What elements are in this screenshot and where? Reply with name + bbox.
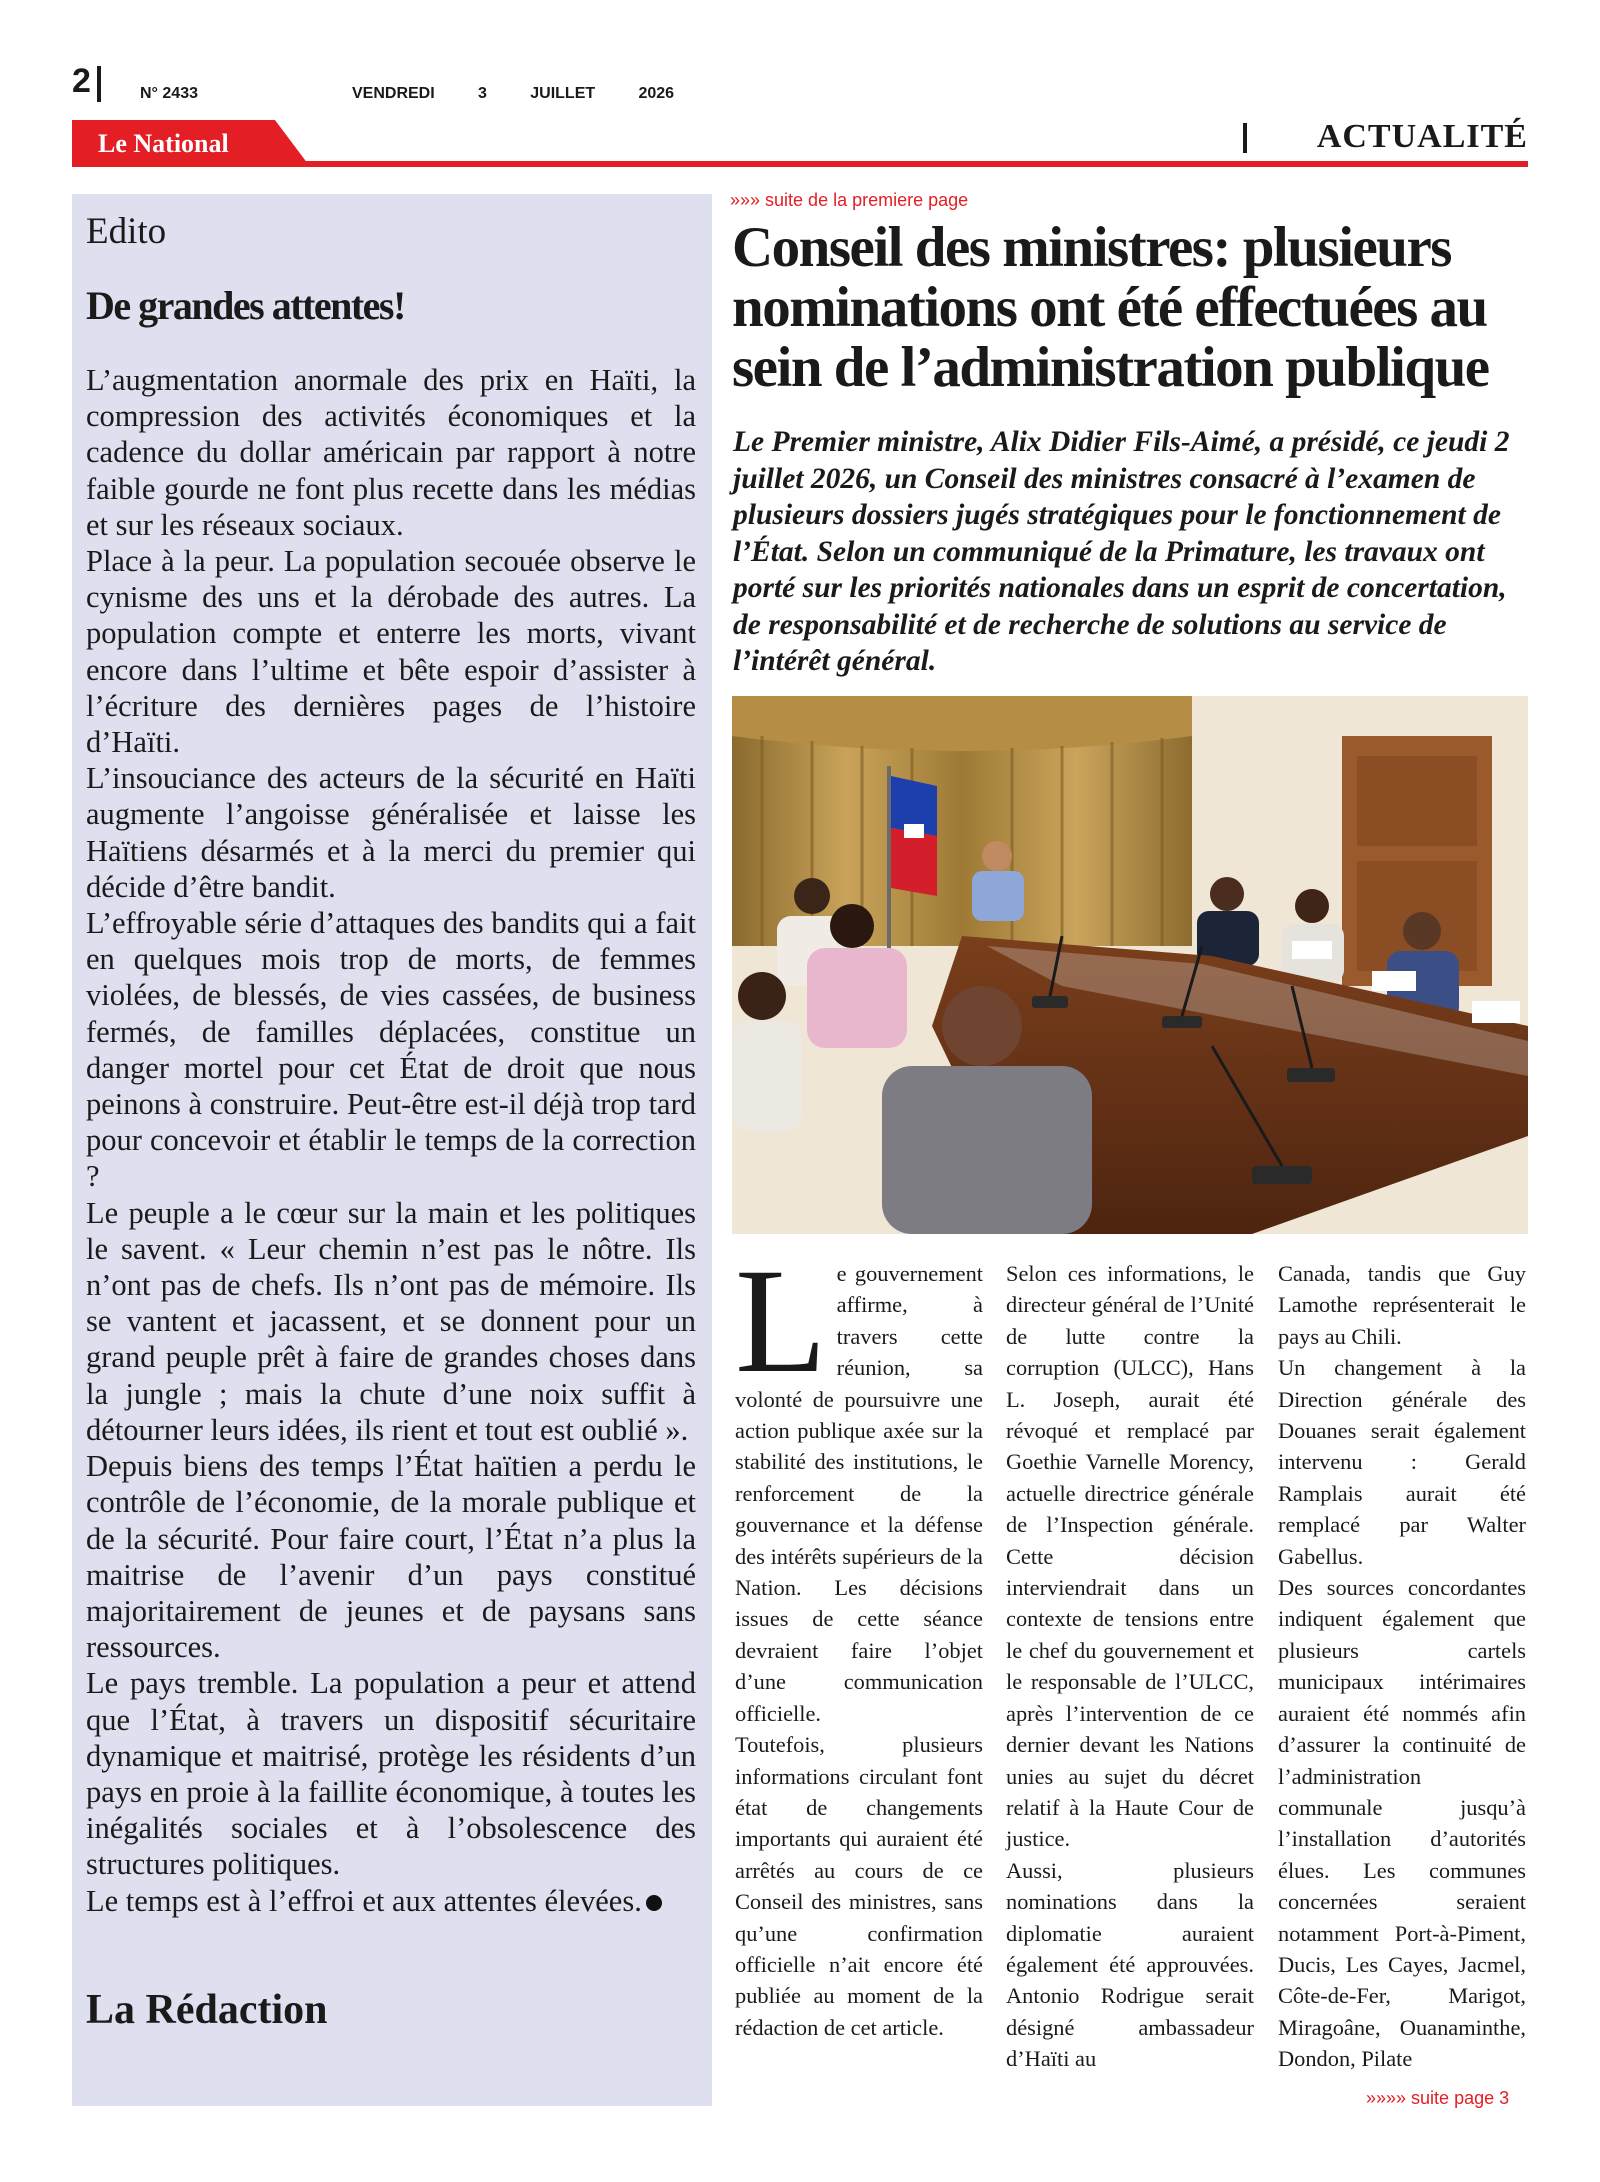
editorial-paragraph: Place à la peur. La population secouée observe le cynisme des uns et la dérobade des autres. La population compte et enterre les morts, vivant encore dans l’ultime et bête espoir d’assister à l’écriture des dernières pages de l’histoire d’Haïti. bbox=[86, 544, 696, 760]
page-number: 2 bbox=[72, 62, 91, 100]
article-paragraph: e gouvernement affirme, à travers cette réunion, sa volonté de poursuivre une action publique axée sur la stabilité des institutions, le renforcement de la gouvernance et la défense des intérêts supérieurs de la Nation. Les décisions issues de cette séance devraient faire l’objet d’une communication officielle. bbox=[735, 1261, 983, 1726]
editorial-paragraph: Le pays tremble. La population a peur et attend que l’État, à travers un dispositif sécuritaire dynamique et maitrisé, protège les résidents d’un pays en proie à la faillite économique, à toutes les inégalités sociales et à l’obsolescence des structures politiques. bbox=[86, 1666, 696, 1882]
end-mark-icon bbox=[646, 1895, 662, 1911]
continued-to-link[interactable]: »»»» suite page 3 bbox=[1366, 2088, 1510, 2108]
issue-date: VENDREDI 3 JUILLET 2026 bbox=[352, 85, 675, 102]
article-paragraph: Selon ces informations, le directeur général de l’Unité de lutte contre la corruption (ULCC), Hans L. Joseph, aurait été révoqué et remplacé par Goethie Varnelle Morency, actuelle directrice générale de l’Inspection générale. Cette décision interviendrait dans un contexte de tensions entre le chef du gouvernement et le responsable de l’ULCC, après l’intervention de ce dernier devant les Nations unies au sujet du décret relatif à la Haute Cour de justice. bbox=[1006, 1261, 1254, 1852]
article-lede: Le Premier ministre, Alix Didier Fils-Aimé, a présidé, ce jeudi 2 juillet 2026, un Conseil des ministres consacré à l’examen de plusieurs dossiers jugés stratégiques pour le fonctionnement de l’État. Selon un communiqué de la Primature, les travaux ont porté sur les priorités nationales dans un esprit de concertation, de responsabilité et de recherche de solutions au service de l’intérêt général. bbox=[733, 426, 1510, 677]
article-column-3 bbox=[1278, 1258, 1526, 2075]
editorial-closing bbox=[86, 1883, 696, 1919]
editorial-title: De grandes attentes! bbox=[86, 283, 405, 328]
article-headline: Conseil des ministres: plusieurs nominations ont été effectuées au sein de l’administration publique bbox=[732, 216, 1489, 399]
article-column-1 bbox=[735, 1238, 983, 2043]
brand-name: Le National bbox=[98, 129, 229, 158]
editorial-paragraph: L’insouciance des acteurs de la sécurité en Haïti augmente l’angoisse généralisée et laisse les Haïtiens désarmés et à la merci du premier qui décide d’être bandit. bbox=[86, 761, 696, 904]
article-column-2 bbox=[1006, 1258, 1254, 2075]
article-photo bbox=[732, 696, 1528, 1234]
editorial-paragraph: L’effroyable série d’attaques des bandits qui a fait en quelques mois trop de morts, de femmes violées, de blessés, de vies cassées, de business fermés, de familles déplacées, constitue un danger mortel pour cet État de droit que nous peinons à construire. Peut-être est-il déjà trop tard pour concevoir et établir le temps de la correction ? bbox=[86, 906, 696, 1194]
page-number-divider bbox=[97, 66, 101, 102]
drop-cap: L bbox=[735, 1238, 827, 1404]
editorial-paragraph: Le peuple a le cœur sur la main et les politiques le savent. « Leur chemin n’est pas le nôtre. Ils n’ont pas de chefs. Ils n’ont pas de mémoire. Ils se vantent et jacassent, et se donnent pour un grand peuple prêt à faire de grandes choses dans la jungle ; mais la chute d’une noix suffit à détourner leurs idées, ils rient et tout est oublié ». bbox=[86, 1195, 696, 1447]
section-title: ACTUALITÉ bbox=[1316, 118, 1528, 155]
issue-number: N° 2433 bbox=[140, 85, 198, 102]
editorial-paragraph: Depuis biens des temps l’État haïtien a perdu le contrôle de l’économie, de la morale publique et de la sécurité. Pour faire court, l’État n’a plus la maitrise de l’avenir d’un pays constitué majoritairement de jeunes et de paysans sans ressources. bbox=[86, 1449, 696, 1665]
article-paragraph: Toutefois, plusieurs informations circulant font état de changements importants qui auraient été arrêtés au cours de ce Conseil des ministres, sans qu’une confirmation officielle n’ait encore été publiée au moment de la rédaction de cet article. bbox=[735, 1732, 983, 2040]
editorial-label: Edito bbox=[86, 211, 167, 252]
article-paragraph: Aussi, plusieurs nominations dans la diplomatie auraient également été approuvées. Antonio Rodrigue serait désigné ambassadeur d’Haïti au bbox=[1006, 1857, 1254, 2072]
editorial-signature: La Rédaction bbox=[86, 1987, 328, 2033]
section-divider bbox=[1243, 123, 1247, 153]
article-paragraph: Canada, tandis que Guy Lamothe représenterait le pays au Chili. bbox=[1278, 1261, 1526, 1349]
article-paragraph: Un changement à la Direction générale des Douanes serait également intervenu : Gerald Ramplais aurait été remplacé par Walter Gabellus. bbox=[1278, 1355, 1526, 1569]
editorial-body bbox=[86, 362, 696, 1919]
article-paragraph: Des sources concordantes indiquent également que plusieurs cartels municipaux intérimaires auraient été nommés afin d’assurer la continuité de l’administration communale jusqu’à l’installation d’autorités élues. Les communes concernées seraient notamment Port-à-Piment, Ducis, Les Cayes, Jacmel, Côte-de-Fer, Marigot, Miragoâne, Ouanaminthe, Dondon, Pilate bbox=[1278, 1575, 1526, 2072]
editorial-paragraph: L’augmentation anormale des prix en Haïti, la compression des activités économiques et la cadence du dollar américain par rapport à notre faible gourde ne font plus recette dans les médias et sur les réseaux sociaux. bbox=[86, 363, 696, 542]
editorial-closing-text: Le temps est à l’effroi et aux attentes élevées. bbox=[86, 1883, 642, 1918]
continued-from-label: »»» suite de la premiere page bbox=[730, 190, 969, 210]
